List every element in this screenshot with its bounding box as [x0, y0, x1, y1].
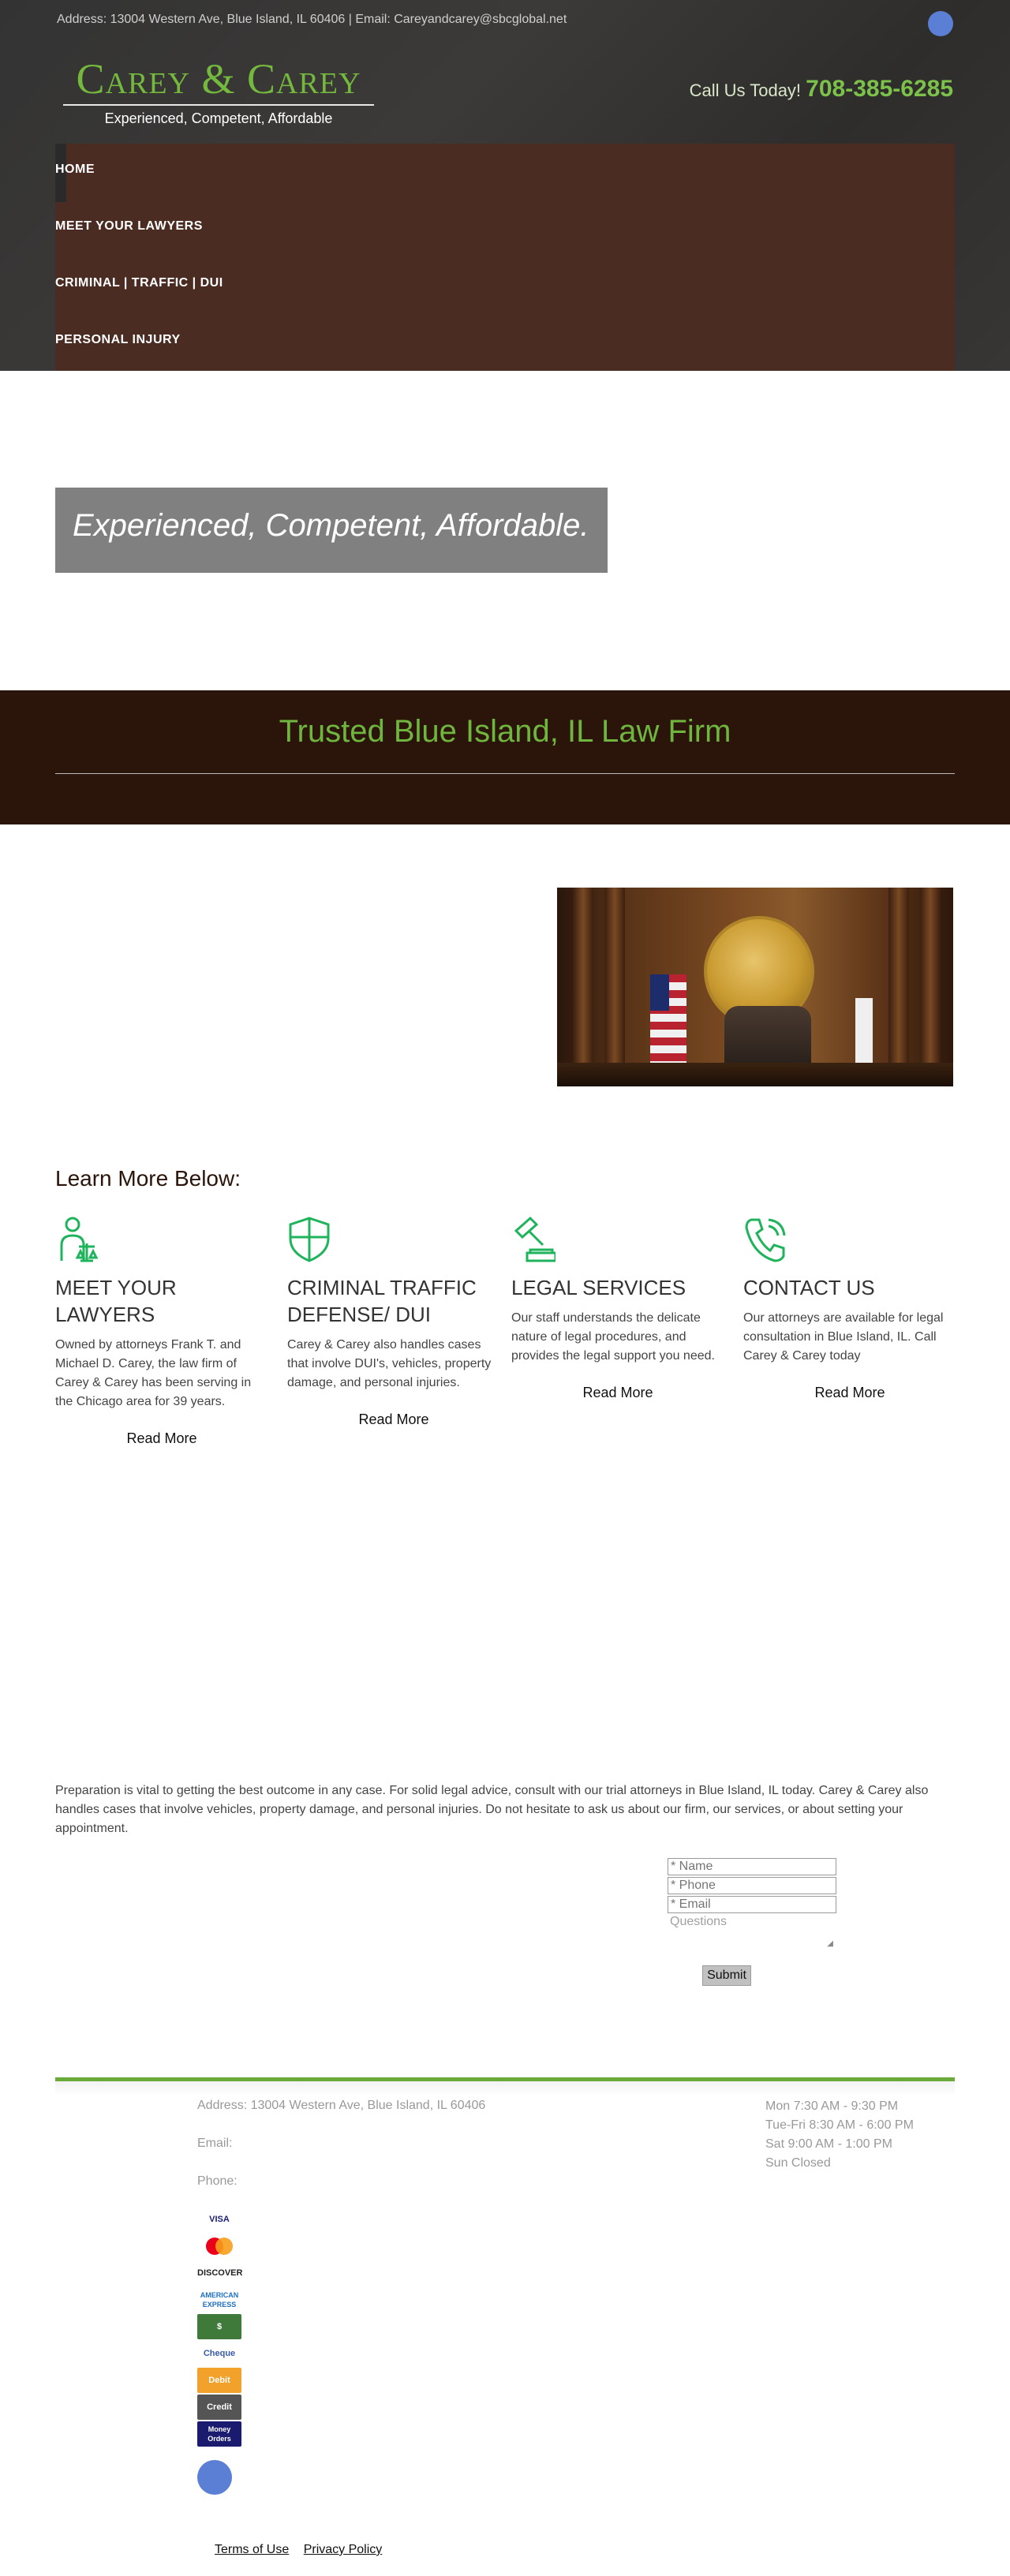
nav-item-personal-injury[interactable]: PERSONAL INJURY	[55, 333, 181, 346]
mastercard-icon	[197, 2234, 241, 2259]
phone-field[interactable]	[668, 1877, 836, 1894]
band-divider	[55, 773, 955, 774]
card-criminal-defense	[287, 1215, 500, 1428]
us-flag-canton	[650, 974, 669, 1011]
logo-tagline: Experienced, Competent, Affordable	[104, 110, 333, 126]
footer-phone-label: Phone:	[197, 2174, 238, 2188]
credit-icon: Credit	[197, 2395, 241, 2420]
facebook-icon[interactable]	[197, 2460, 232, 2495]
money-order-icon: Money Orders	[197, 2421, 241, 2447]
card-title: MEET YOUR LAWYERS	[55, 1276, 177, 1326]
read-more-button[interactable]: Read More	[582, 1385, 653, 1400]
terms-link[interactable]: Terms of Use	[215, 2543, 290, 2556]
gavel-icon	[511, 1215, 556, 1264]
nav-item-home[interactable]: HOME	[55, 163, 95, 176]
lawyer-icon	[55, 1215, 99, 1264]
call-label: Call Us Today!	[689, 80, 802, 100]
call-us	[690, 76, 953, 103]
check-icon: Cheque	[197, 2341, 241, 2366]
amex-icon: AMERICAN EXPRESS	[197, 2287, 241, 2312]
main-nav	[55, 144, 955, 371]
site-header	[0, 0, 1010, 371]
card-contact-us	[743, 1215, 956, 1401]
read-more-button[interactable]: Read More	[358, 1411, 429, 1427]
footer-email-label: Email:	[197, 2137, 233, 2150]
band-title: Trusted Blue Island, IL Law Firm	[279, 714, 731, 749]
courtroom-column	[888, 888, 909, 1086]
preparation-text: Preparation is vital to getting the best outcome in any case. For solid legal advice, consult with our trial attorneys in Blue Island, IL today. Carey & Carey also handles cases that involve vehicles, property damage, and personal injuries. Do not hesitate to ask us about our firm, our services, or about setting your appointment.	[55, 1784, 929, 1835]
questions-field[interactable]	[668, 1915, 836, 1950]
facebook-icon[interactable]	[928, 11, 953, 36]
site-logo[interactable]	[57, 54, 380, 127]
card-text: Carey & Carey also handles cases that involve DUI's, vehicles, property damage, and personal injuries.	[287, 1338, 492, 1389]
logo-divider	[63, 104, 374, 106]
hero-banner	[55, 488, 608, 573]
judge-bench	[557, 1063, 953, 1086]
learn-more-title: Learn More Below:	[55, 1166, 241, 1191]
read-more-button[interactable]: Read More	[126, 1430, 197, 1446]
footer-contact	[197, 2099, 485, 2212]
footer-address: Address: 13004 Western Ave, Blue Island, IL 60406	[197, 2099, 486, 2112]
shield-icon	[287, 1215, 331, 1264]
courtroom-column	[604, 888, 625, 1086]
hero-text: Experienced, Competent, Affordable.	[73, 508, 589, 543]
card-legal-services	[511, 1215, 724, 1401]
phone-icon	[743, 1215, 787, 1264]
footer-links	[215, 2543, 393, 2557]
courtroom-column	[920, 888, 941, 1086]
courtroom-image	[557, 888, 953, 1086]
questions-placeholder: Questions	[670, 1915, 728, 1928]
card-text: Our attorneys are available for legal consultation in Blue Island, IL. Call Carey & Carey today	[743, 1311, 944, 1363]
contact-form	[668, 1858, 836, 1982]
trusted-band	[0, 690, 1010, 824]
hours-line: Sat 9:00 AM - 1:00 PM	[765, 2137, 892, 2151]
nav-item-lawyers[interactable]: MEET YOUR LAWYERS	[55, 219, 203, 233]
resize-handle-icon[interactable]: ◢	[827, 1939, 833, 1948]
nav-item-criminal[interactable]: CRIMINAL | TRAFFIC | DUI	[55, 276, 223, 290]
footer-shadow	[55, 2081, 955, 2096]
cash-icon: $	[197, 2314, 241, 2339]
card-title: LEGAL SERVICES	[511, 1276, 686, 1299]
privacy-link[interactable]: Privacy Policy	[303, 2543, 383, 2556]
logo-title: Carey & Carey	[76, 55, 361, 103]
courtroom-column	[573, 888, 593, 1086]
email-field[interactable]	[668, 1896, 836, 1913]
visa-icon: VISA	[197, 2207, 241, 2232]
read-more-button[interactable]: Read More	[814, 1385, 885, 1400]
hours-line: Sun Closed	[765, 2156, 831, 2170]
card-meet-lawyers	[55, 1215, 268, 1447]
name-field[interactable]	[668, 1858, 836, 1875]
phone-link[interactable]: 708-385-6285	[806, 76, 953, 102]
card-text: Owned by attorneys Frank T. and Michael D. Carey, the law firm of Carey & Carey has been serving in the Chicago area for 39 years.	[55, 1338, 252, 1408]
card-title: CRIMINAL TRAFFIC DEFENSE/ DUI	[287, 1276, 477, 1326]
card-title: CONTACT US	[743, 1276, 875, 1299]
hours-line: Mon 7:30 AM - 9:30 PM	[765, 2099, 899, 2113]
debit-icon: Debit	[197, 2368, 241, 2393]
card-text: Our staff understands the delicate nature of legal procedures, and provides the legal support you need.	[511, 1311, 715, 1363]
discover-icon: DISCOVER	[197, 2260, 241, 2286]
hours-line: Tue-Fri 8:30 AM - 6:00 PM	[765, 2118, 914, 2132]
topbar-address-email: Address: 13004 Western Ave, Blue Island, IL 60406 | Email: Careyandcarey@sbcglobal.net	[57, 13, 567, 26]
business-hours	[765, 2097, 914, 2173]
submit-button[interactable]: Submit	[702, 1965, 751, 1986]
